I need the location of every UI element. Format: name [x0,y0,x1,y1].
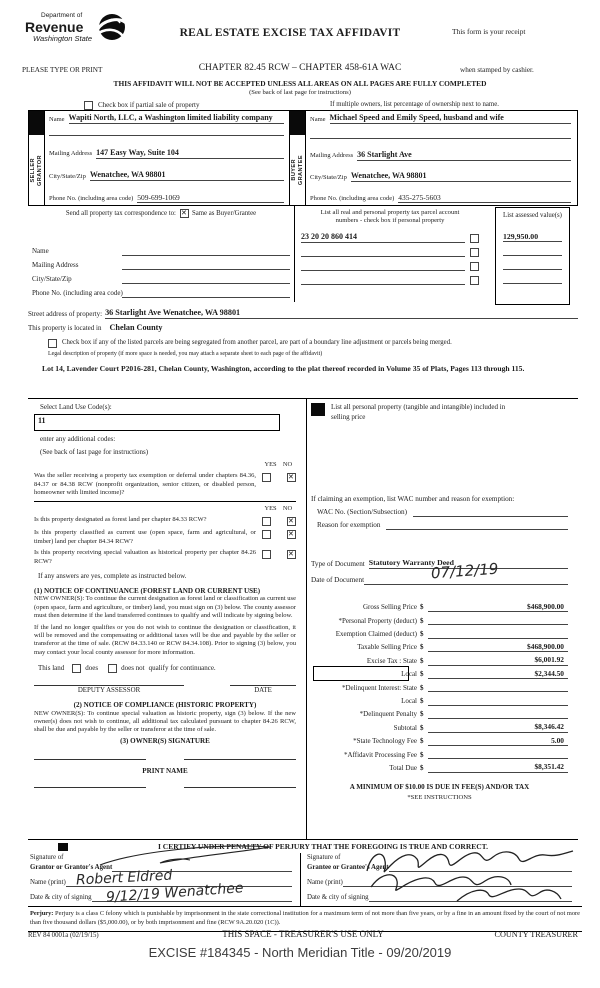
notice1-body2: If the land no longer qualifies or you do not wish to continue the designation or classification, it will be removed and the compensating or additional taxes will be due and payable by the seller or transferor at the time of sale. (RCW 84.33.140 or RCW 84.34.108). Prior to signing (3) below, you may contact your local county assessor for more information. [34,623,296,656]
type-of-document-value[interactable]: Statutory Warranty Deed [369,558,568,569]
buyer-black-marker [290,111,305,135]
form-title: REAL ESTATE EXCISE TAX AFFIDAVIT [179,27,401,39]
grantee-sig-label-1: Signature of [307,854,341,861]
footer-row [28,929,578,940]
assessed-value-2[interactable] [503,247,562,256]
print-name-lines [34,787,296,788]
land-use-code-value: 11 [38,415,46,425]
street-address-value[interactable]: 36 Starlight Ave Wenatchee, WA 98801 [105,308,578,319]
notice1-title: (1) NOTICE OF CONTINUANCE (FOREST LAND OR CURRENT USE) [34,586,261,595]
buyer-side-label-2: GRANTEE [297,154,304,186]
grantee-sig-label-2: Grantee or Grantee's Agent [307,863,389,871]
corr-csz-label: City/State/Zip [32,275,72,284]
certify-statement: I CERTIFY UNDER PENALTY OF PERJURY THAT THE FOREGOING IS TRUE AND CORRECT. [157,842,488,852]
parcel-personal-checkbox-1[interactable] [470,234,479,243]
does-checkbox[interactable] [72,664,81,673]
parcel-number-value[interactable]: 23 20 20 860 414 [301,232,465,243]
cashier-note: when stamped by cashier. [460,66,534,74]
assessed-header: List assessed value(s) [503,212,562,219]
pricing-row-total-due: Total Due $ $8,351.42 [311,759,568,772]
pricing-row-affidavit-fee: *Affidavit Processing Fee $ [311,746,568,759]
assessed-column [485,206,578,302]
parcels-header-2: numbers - check box if personal property [335,216,445,224]
q1-no-checkbox[interactable] [287,473,296,482]
pricing-row-taxable: Taxable Selling Price $ $468,900.00 [311,639,568,652]
excise-tax-state-value[interactable]: $6,001.92 [428,655,568,665]
corr-phone-label: Phone No. (including area code) [32,289,123,298]
receipt-note: This form is your receipt [452,27,526,36]
taxable-selling-price-value[interactable]: $468,900.00 [428,642,568,652]
property-section [28,306,578,374]
q3-no-checkbox[interactable] [287,530,296,539]
seller-phone-value[interactable]: 509-699-1069 [137,193,284,203]
assessed-value-1[interactable]: 129,950.00 [503,232,562,243]
grantee-name-print-label: Name (print) [307,878,343,886]
wac-no-label: WAC No. (Section/Subsection) [317,507,408,516]
question-current-use-row [34,529,296,546]
continuance-row [38,664,296,673]
perjury-label: Perjury: [30,910,54,917]
assessed-box [495,207,570,305]
parcel-line-3[interactable] [301,262,465,271]
print-name-label: PRINT NAME [142,766,188,775]
buyer-name-value[interactable]: Michael Speed and Emily Speed, husband and wife [330,113,571,124]
grantor-signature-block [28,853,300,906]
seller-black-marker [29,111,44,135]
date-of-document-handwriting: 07/12/19 [430,559,499,582]
same-as-buyer-checkbox[interactable] [180,209,189,218]
exemption-claim-label: If claiming an exemption, list WAC number and reason for exemption: [311,494,515,503]
notice2-body: NEW OWNER(S): To continue special valuation as historic property, sign (3) below. If the new owner(s) does not wish to continue, all additional tax calculated pursuant to chapter 84.26 RCW, shall be due and payable by the seller or transferor at the time of sale. [34,709,296,734]
logo-text-state: Washington State [33,34,93,44]
parcels-header-1: List all real and personal property tax parcel account [320,209,460,216]
form-rev-number: REV 84 0001a (02/19/15) [28,932,99,939]
owners-signature-label: (3) OWNER(S) SIGNATURE [120,736,210,745]
located-in-label: This property is located in [28,324,102,333]
main-columns [28,398,578,840]
county-treasurer-label: COUNTY TREASURER [494,930,578,939]
logo-text-revenue: Revenue [25,19,84,36]
question-current-use-text: Is this property classified as current use (open space, farm and agricultural, or timber) land per chapter 84.34 RCW? [34,529,256,545]
total-due-value[interactable]: $8,351.42 [428,762,568,772]
logo-text-department: Department of [41,12,83,19]
multiple-owners-note: If multiple owners, list percentage of ownership next to name. [330,101,499,108]
date-label: DATE [230,685,296,696]
send-correspondence-label: Send all property tax correspondence to: [65,209,176,217]
question-historic-row [34,549,296,566]
pricing-row-delinquent-interest-state: *Delinquent Interest: State $ [311,679,568,692]
certify-black-marker [58,843,68,851]
seller-side-label-2: GRANTOR [36,154,43,186]
grantee-date-city-label: Date & city of signing [307,893,369,901]
buyer-side-label-1: BUYER [290,159,297,181]
no-header-2: NO [282,505,293,513]
type-of-document-label: Type of Document [311,559,365,568]
excise-tax-local-value[interactable]: $2,344.50 [428,669,568,679]
certify-section [28,839,578,854]
located-in-value[interactable]: Chelan County [109,322,163,332]
parcel-line-2[interactable] [301,248,465,257]
see-back-note: (See back of last page for instructions) [249,89,351,96]
seller-box [28,110,290,206]
question-forest-row [34,516,296,526]
print-name-line-1[interactable] [34,787,146,788]
seller-name-value[interactable]: Wapiti North, LLC, a Washington limited liability company [69,113,284,124]
this-land-label: This land [38,664,65,673]
buyer-name-extra-line[interactable] [310,124,571,139]
perjury-section [28,906,582,932]
assessed-value-4[interactable] [503,275,562,284]
does-label: does [85,664,99,673]
grantor-date-handwriting: 9/12/19 Wenatchee [105,880,244,906]
land-use-code-field[interactable] [34,414,280,431]
pricing-row-subtotal: Subtotal $ $8,346.42 [311,719,568,732]
pricing-row-excise-state: Excise Tax : State $ $6,001.92 [311,652,568,665]
see-back-instructions: (See back of last page for instructions) [40,447,149,456]
parcels-column [294,206,485,302]
q4-no-checkbox[interactable] [287,550,296,559]
signatures-section [28,853,578,906]
wac-no-line[interactable] [413,508,568,517]
reason-exemption-line[interactable] [386,521,568,530]
parcel-personal-checkbox-3[interactable] [470,262,479,271]
correspondence-column [28,206,294,302]
corr-mailing-label: Mailing Address [32,261,79,270]
seller-name-label: Name [49,116,65,123]
yes-header-1: YES [264,461,277,469]
buyer-csz-value[interactable]: Wenatchee, WA 98801 [351,171,571,182]
chapter-line: CHAPTER 82.45 RCW – CHAPTER 458-61A WAC [198,63,402,73]
grantee-date-city-line[interactable] [369,893,572,902]
seller-csz-value[interactable]: Wenatchee, WA 98801 [90,170,284,181]
owner-signature-line-1[interactable] [34,759,146,760]
question-exemption-text: Was the seller receiving a property tax exemption or deferral under chapters 84.36, 84.37 or 84.38 RCW (nonprofit organization, senior citizen, or disabled person, homeowner with limited income)? [34,472,256,496]
grantor-sig-label-1: Signature of [30,854,64,861]
perjury-text: Perjury is a class C felony which is punishable by imprisonment in the state correctional institution for a maximum term of not more than five years, or by a fine in an amount fixed by the court of not more than five thousand dollars ($5,000.00), or by both imprisonment and fine (RCW 9A.20.020 (1C)). [30,910,580,927]
segregated-label: Check box if any of the listed parcels are being segregated from another parcel, are part of a boundary line adjustment or parcels being merged. [62,339,452,346]
pricing-row-tech-fee: *State Technology Fee $ 5.00 [311,733,568,746]
buyer-box [290,110,578,206]
pricing-row-personal-property: *Personal Property (deduct) $ [311,612,568,625]
buyer-phone-label: Phone No. (including area code) [310,194,395,202]
q3-yes-checkbox[interactable] [262,530,271,539]
grantee-signature-line[interactable] [389,863,572,872]
legal-description-value[interactable]: Lot 14, Lavender Court P2016-281, Chelan County, Washington, according to the plat thereof recorded in Volume 35 of Plats, Pages 113 through 115. [42,364,525,374]
corr-mailing-line[interactable] [122,261,290,270]
q2-no-checkbox[interactable] [287,517,296,526]
buyer-name-label: Name [310,116,326,123]
does-not-label: does not [121,664,145,673]
treasurer-use-label: THIS SPACE - TREASURER'S USE ONLY [222,929,384,939]
land-use-column [28,399,306,840]
grantor-sig-label-2: Grantor or Grantor's Agent [30,863,113,871]
if-yes-note: If any answers are yes, complete as instructed below. [38,571,187,580]
notice2-title: (2) NOTICE OF COMPLIANCE (HISTORIC PROPERTY) [73,700,257,709]
assessed-value-3[interactable] [503,261,562,270]
q2-yes-checkbox[interactable] [262,517,271,526]
seller-csz-label: City/State/Zip [49,172,86,180]
buyer-phone-value[interactable]: 435-275-5603 [398,193,571,203]
does-not-checkbox[interactable] [108,664,117,673]
qualify-label: qualify for continuance. [148,664,216,673]
partial-sale-label: Check box if partial sale of property [98,101,200,110]
personal-property-blank-area[interactable] [311,423,568,495]
tax-column [306,399,578,840]
question-forest-text: Is this property designated as forest land per chapter 84.33 RCW? [34,516,207,524]
question-exemption-row [34,472,296,497]
seller-phone-label: Phone No. (including area code) [49,194,134,202]
parties-section [28,110,578,206]
minimum-fee-note: A MINIMUM OF $10.00 IS DUE IN FEE(S) AND/OR TAX [349,782,530,791]
seller-name-extra-line[interactable] [49,124,284,136]
parcel-personal-checkbox-4[interactable] [470,276,479,285]
pricing-row-delinquent-penalty: *Delinquent Penalty $ [311,706,568,719]
partial-sale-row [84,101,199,110]
legal-description-note: Legal description of property (if more space is needed, you may attach a separate sheet to each page of the affidavit) [48,351,323,357]
deputy-assessor-label: DEPUTY ASSESSOR [34,685,184,696]
grantee-name-print-line[interactable] [343,878,572,887]
print-name-line-2[interactable] [184,787,296,788]
pricing-row-exemption-claimed: Exemption Claimed (deduct) $ [311,625,568,638]
q1-yes-checkbox[interactable] [262,473,271,482]
grantor-name-handwriting: Robert Eldred [75,867,173,889]
notice1-body1: NEW OWNER(S): To continue the current designation as forest land or classification as current use (open space, farm and agriculture, or timber) land, you must sign on (3) below. The county assessor must then determine if the land transferred continues to qualify and will indicate by signing below. [34,595,296,620]
grantee-signature-block [300,853,578,906]
seller-mailing-value[interactable]: 147 Easy Way, Suite 104 [96,148,284,159]
pricing-row-local: Local $ $2,344.50 [311,666,568,679]
gross-selling-price-value[interactable]: $468,900.00 [428,602,568,612]
corr-name-line[interactable] [122,247,290,256]
corr-csz-line[interactable] [122,275,290,284]
state-technology-fee-value[interactable]: 5.00 [428,736,568,746]
pricing-row-gross: Gross Selling Price $ $468,900.00 [311,599,568,612]
no-header-1: NO [282,461,293,469]
correspondence-section [28,206,578,302]
seller-side-label-1: SELLER [29,157,36,183]
buyer-csz-label: City/State/Zip [310,173,347,181]
see-instructions-note: *SEE INSTRUCTIONS [407,793,472,801]
grantor-date-city-label: Date & city of signing [30,893,92,901]
owner-signature-line-2[interactable] [184,759,296,760]
type-or-print-label: PLEASE TYPE OR PRINT [22,66,103,74]
personal-property-black-marker [311,403,325,416]
revenue-swirl-icon [94,12,128,46]
q4-yes-checkbox[interactable] [262,550,271,559]
pricing-row-delinquent-interest-local: Local $ [311,692,568,705]
personal-property-header: List all personal property (tangible and intangible) included in selling price [331,403,506,421]
warning-line: THIS AFFIDAVIT WILL NOT BE ACCEPTED UNLESS ALL AREAS ON ALL PAGES ARE FULLY COMPLETED [113,79,487,88]
question-historic-text: Is this property receiving special valuation as historical property per chapter 84.26 RCW? [34,549,256,565]
same-as-buyer-label: Same as Buyer/Grantee [191,209,257,217]
parcel-personal-checkbox-2[interactable] [470,248,479,257]
corr-phone-line[interactable] [122,289,290,298]
partial-sale-checkbox[interactable] [84,101,93,110]
excise-stamp: EXCISE #184345 - North Meridian Title - 09/20/2019 [148,945,452,960]
segregated-checkbox[interactable] [48,339,57,348]
buyer-mailing-label: Mailing Address [310,152,354,160]
deputy-assessor-row [34,685,296,696]
owner-signature-lines [34,759,296,760]
seller-mailing-label: Mailing Address [49,150,93,158]
subtotal-value[interactable]: $8,346.42 [428,722,568,732]
parcel-line-4[interactable] [301,276,465,285]
reason-exemption-label: Reason for exemption [317,520,381,529]
additional-codes-label: enter any additional codes: [40,434,116,443]
grantor-name-print-label: Name (print) [30,878,66,886]
buyer-mailing-value[interactable]: 36 Starlight Ave [357,150,571,161]
street-address-label: Street address of property: [28,310,103,319]
corr-name-label: Name [32,247,49,256]
yes-header-2: YES [264,505,277,513]
select-land-use-label: Select Land Use Code(s): [40,403,112,411]
date-of-document-label: Date of Document [311,575,365,584]
